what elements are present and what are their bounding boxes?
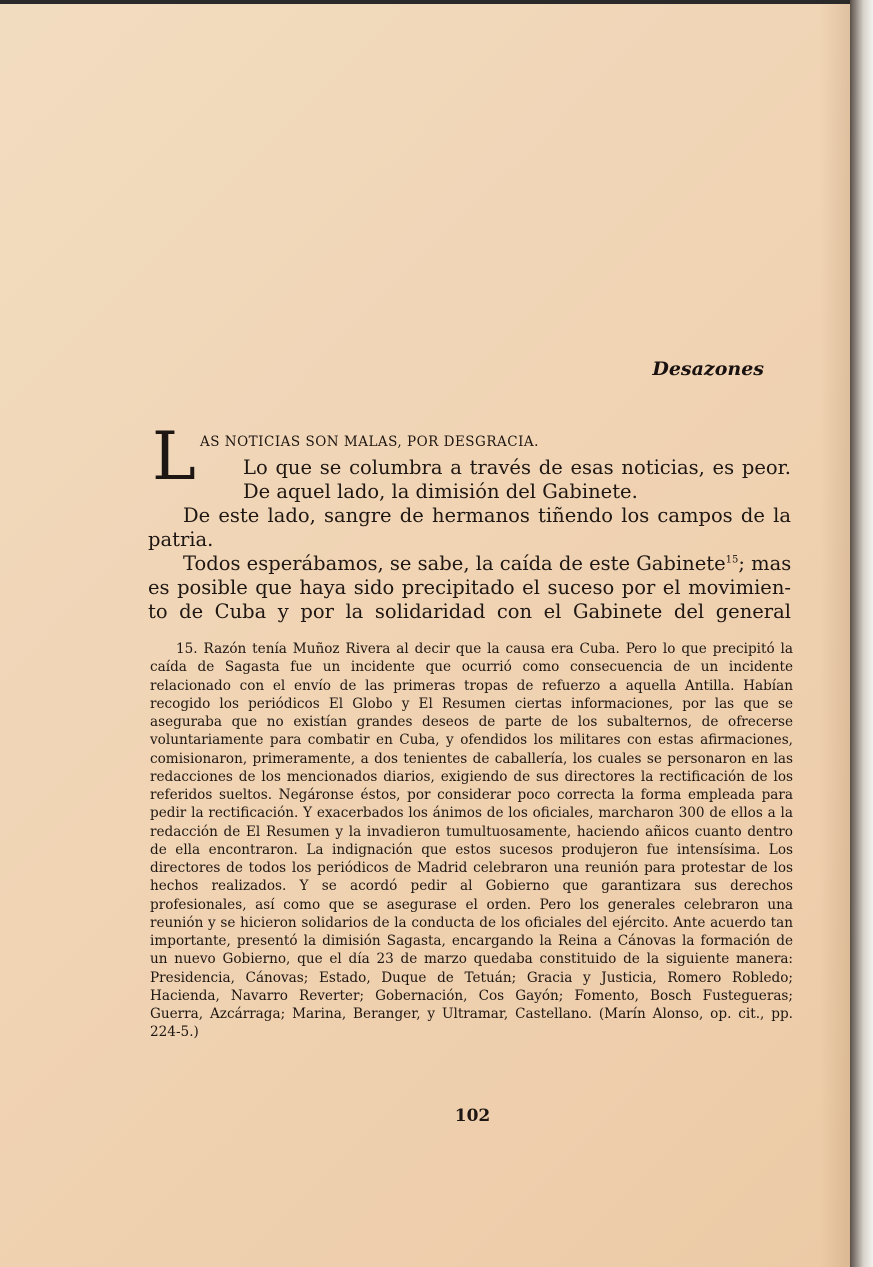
footnote-reference: 15 [725,554,739,566]
body-line: es posible que haya sido precipitado el suceso por el movimien- [148,576,791,599]
body-line: De aquel lado, la dimisión del Gabinete. [243,480,638,503]
body-line: De este lado, sangre de hermanos tiñendo los campos de la [183,504,791,527]
body-line: Lo que se columbra a través de esas noticias, es peor. [243,456,791,479]
page-number: 102 [454,1106,491,1126]
body-text: Todos esperábamos, se sabe, la caída de este Gabinete [183,552,726,575]
footnote-text: 15. Razón tenía Muñoz Rivera al decir que la causa era Cuba. Pero lo que precipitó la caída de Sagasta fue un incidente que ocurrió como consecuencia de un incidente relacionado con el envío de las primeras tropas de refuerzo a aquella Antilla. Habían recogido los periódicos El Globo y El Resumen ciertas informaciones, por las que se aseguraba que no existían grandes deseos de parte de los subalternos, de ofrecerse voluntariamente para combatir en Cuba, y ofendidos los militares con estas afirmaciones, comisionaron, primeramente, a dos tenientes de caballería, los cuales se personaron en las redacciones de los mencionados diarios, exigiendo de sus directores la rectificación de los referidos sueltos. Negáronse éstos, por considerar poco correcta la forma empleada para pedir la rectificación. Y exacerbados los ánimos de los oficiales, marcharon 300 de ellos a la redacción de El Resumen y la invadieron tumultuosamente, haciendo añicos cuanto dentro de ella encontraron. La indignación que estos sucesos produjeron fue intensísima. Los directores de todos los periódicos de Madrid celebraron una reunión para protestar de los hechos realizados. Y se acordó pedir al Gobierno que garantizara sus derechos profesionales, así como que se asegurase el orden. Pero los generales celebraron una reunión y se hicieron solidarios de la conducta de los oficiales del ejército. Ante acuerdo tan importante, presentó la dimisión Sagasta, encargando la Reina a Cánovas la formación de un nuevo Gobierno, que el día 23 de marzo quedaba constituido de la siguiente manera: Presidencia, Cánovas; Estado, Duque de Tetuán; Gracia y Justicia, Romero Robledo; Hacienda, Navarro Reverter; Gobernación, Cos Gayón; Fomento, Bosch Fustegueras; Guerra, Azcárraga; Marina, Beranger, y Ultramar, Castellano. (Marín Alonso, op. cit., pp. 224-5.) [150,641,793,1041]
drop-cap: L [152,418,196,495]
book-page [0,4,850,1267]
scan-edge [850,0,873,1267]
chapter-title: Desazones [652,358,764,380]
body-line: patria. [148,528,214,551]
body-line: to de Cuba y por la solidaridad con el Gabinete del general [148,600,791,623]
opening-smallcaps: AS NOTICIAS SON MALAS, POR DESGRACIA. [200,434,539,450]
body-text: ; mas [738,552,792,575]
footnote [150,640,793,1042]
body-line-with-note [183,552,791,576]
